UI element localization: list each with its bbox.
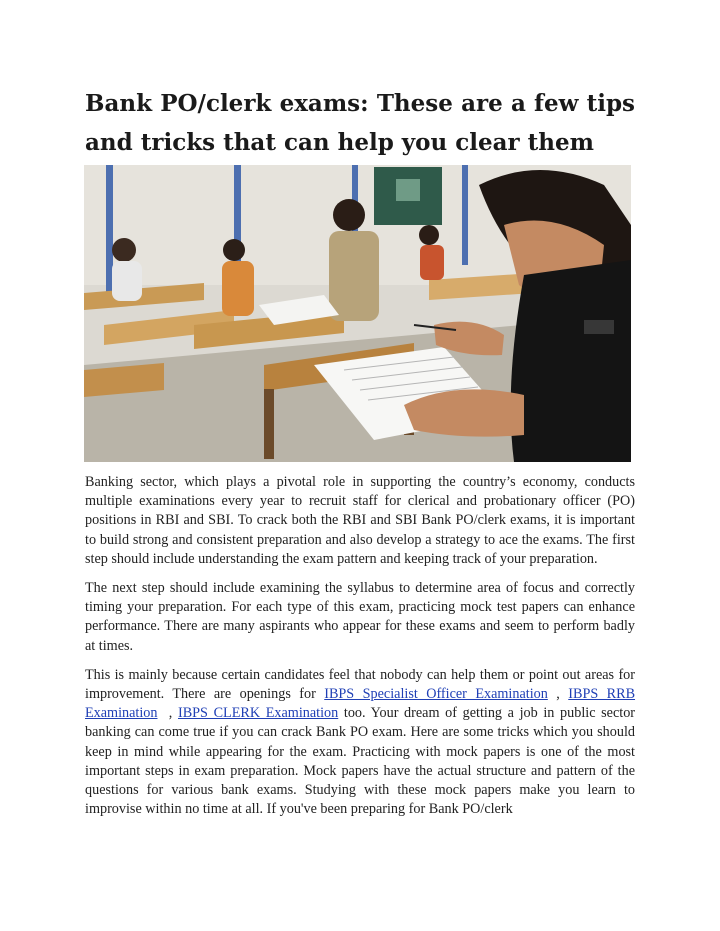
- link-separator: ,: [547, 686, 569, 703]
- article-body: [85, 473, 635, 829]
- paragraph-3-text-a: This is mainly because certain candidates feel that nobody can help them or point out areas for improvement. There are openings for: [85, 666, 635, 703]
- ibps-specialist-officer-link[interactable]: IBPS Specialist Officer Examination: [324, 686, 548, 703]
- ibps-clerk-link[interactable]: IBPS CLERK Examination: [177, 705, 339, 722]
- ibps-rrb-link[interactable]: IBPS RRB Examination: [85, 686, 636, 722]
- link-separator: ,: [157, 705, 178, 722]
- paragraph-2: The next step should include examining the syllabus to determine area of focus and correctly timing your preparation. For each type of this exam, practicing mock test papers can enhance performance. There are many aspirants who appear for these exams and seem to perform badly at times.: [85, 580, 635, 654]
- paragraph-3-text-b: too. Your dream of getting a job in public sector banking can come true if you can crack Bank PO exam. Here are some tricks which you should keep in mind while appearing for the exam. Practicing with mock papers is one of the most important steps in exam preparation. Mock papers have the actual structure and pattern of the questions for various bank exams. Studying with these mock papers make you learn to improvise within no time at all. If you've been preparing for Bank PO/clerk: [85, 705, 636, 818]
- article-title: Bank PO/clerk exams: These are a few tips and tricks that can help you clear them: [85, 90, 635, 156]
- paragraph-3: [85, 666, 635, 820]
- exam-hall-photo: [84, 165, 631, 462]
- paragraph-1: Banking sector, which plays a pivotal role in supporting the country’s economy, conducts multiple examinations every year to recruit staff for clerical and probationary officer (PO) positions in RBI and SBI. To crack both the RBI and SBI Bank PO/clerk exams, it is important to build strong and consistent preparation and also develop a strategy to ace the exams. The first step should include understanding the exam pattern and keeping track of your preparation.: [85, 474, 635, 567]
